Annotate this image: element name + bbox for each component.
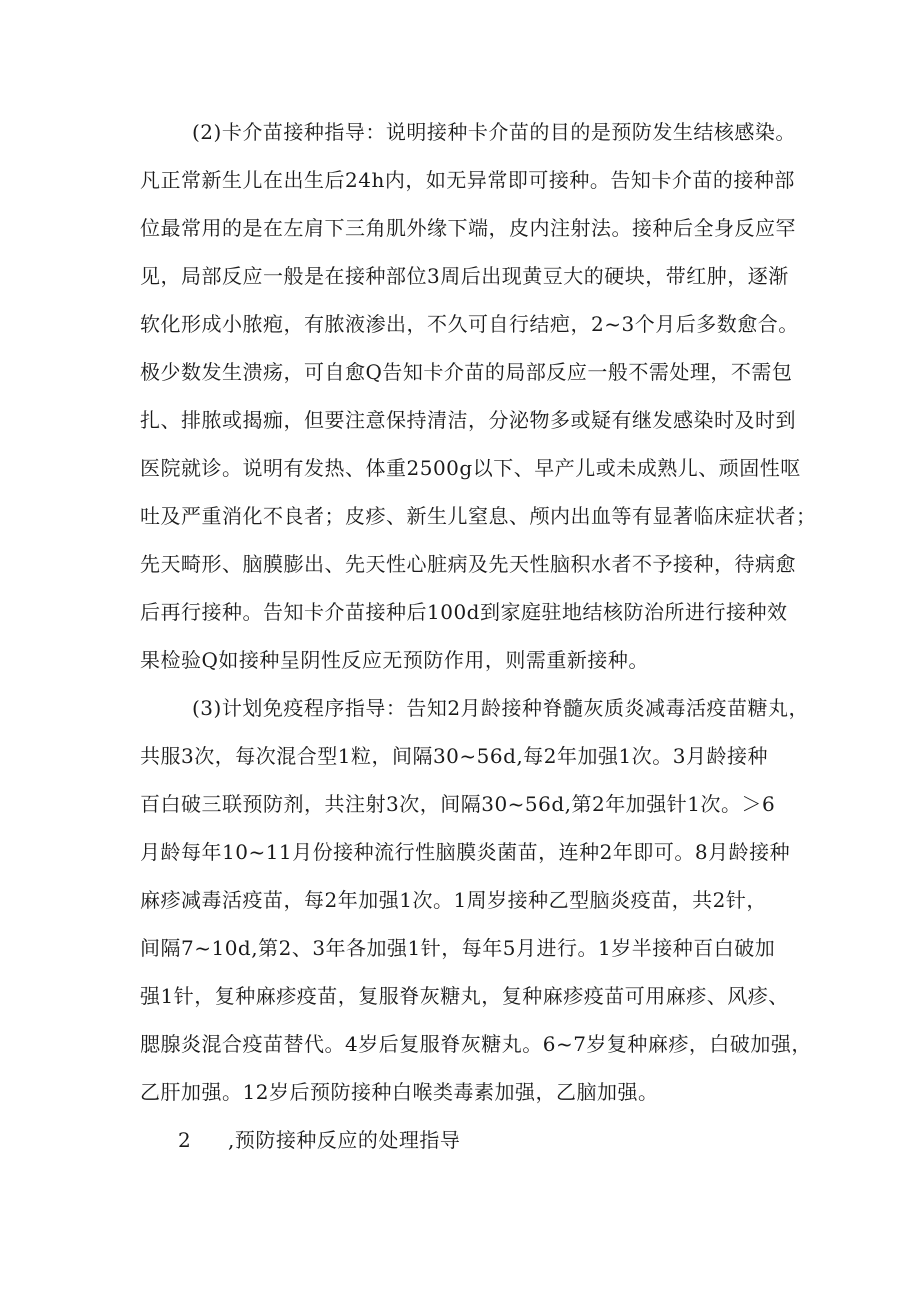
text-line: 软化形成小脓疱，有脓液渗出，不久可自行结疤，2~3个月后多数愈合。 bbox=[140, 312, 799, 336]
text-line: (3)计划免疫程序指导：告知2月龄接种脊髓灰质炎减毒活疫苗糖丸， bbox=[192, 696, 810, 720]
text-line: 位最常用的是在左肩下三角肌外缘下端，皮内注射法。接种后全身反应罕 bbox=[140, 216, 796, 240]
text-line: 扎、排脓或揭痂，但要注意保持清洁，分泌物多或疑有继发感染时及时到 bbox=[140, 408, 796, 432]
text-line: (2)卡介苗接种指导：说明接种卡介苗的目的是预防发生结核感染。 bbox=[192, 120, 796, 144]
text-line: 间隔7~10d,第2、3年各加强1针，每年5月进行。1岁半接种百白破加 bbox=[140, 936, 776, 960]
text-line: 强1针，复种麻疹疫苗，复服脊灰糖丸，复种麻疹疫苗可用麻疹、风疹、 bbox=[140, 984, 789, 1008]
text-line: 月龄每年10~11月份接种流行性脑膜炎菌苗，连种2年即可。8月龄接种 bbox=[140, 840, 791, 864]
text-line: 腮腺炎混合疫苗替代。4岁后复服脊灰糖丸。6~7岁复种麻疹，白破加强， bbox=[140, 1032, 812, 1056]
section-title: ,预防接种反应的处理指导 bbox=[228, 1128, 461, 1152]
text-line: 百白破三联预防剂，共注射3次，间隔30~56d,第2年加强针1次。＞6 bbox=[140, 792, 776, 816]
text-line: 乙肝加强。12岁后预防接种白喉类毒素加强，乙脑加强。 bbox=[140, 1080, 659, 1104]
text-line: 果检验Q如接种呈阴性反应无预防作用，则需重新接种。 bbox=[140, 648, 649, 672]
text-line: 先天畸形、脑膜膨出、先天性心脏病及先天性脑积水者不予接种，待病愈 bbox=[140, 552, 796, 576]
text-line: 麻疹减毒活疫苗，每2年加强1次。1周岁接种乙型脑炎疫苗，共2针， bbox=[140, 888, 767, 912]
text-line: 吐及严重消化不良者；皮疹、新生儿窒息、颅内出血等有显著临床症状者； bbox=[140, 504, 817, 528]
text-line: 后再行接种。告知卡介苗接种后100d到家庭驻地结核防治所进行接种效 bbox=[140, 600, 788, 624]
text-line: 极少数发生溃疡，可自愈Q告知卡介苗的局部反应一般不需处理，不需包 bbox=[140, 360, 793, 384]
text-line: 见，局部反应一般是在接种部位3周后出现黄豆大的硬块，带红肿，逐渐 bbox=[140, 264, 789, 288]
section-number: 2 bbox=[178, 1128, 191, 1152]
text-line: 共服3次，每次混合型1粒，间隔30~56d,每2年加强1次。3月龄接种 bbox=[140, 744, 768, 768]
text-line: 凡正常新生儿在出生后24h内，如无异常即可接种。告知卡介苗的接种部 bbox=[140, 168, 795, 192]
text-line: 医院就诊。说明有发热、体重2500g以下、早产儿或未成熟儿、顽固性呕 bbox=[140, 456, 801, 480]
